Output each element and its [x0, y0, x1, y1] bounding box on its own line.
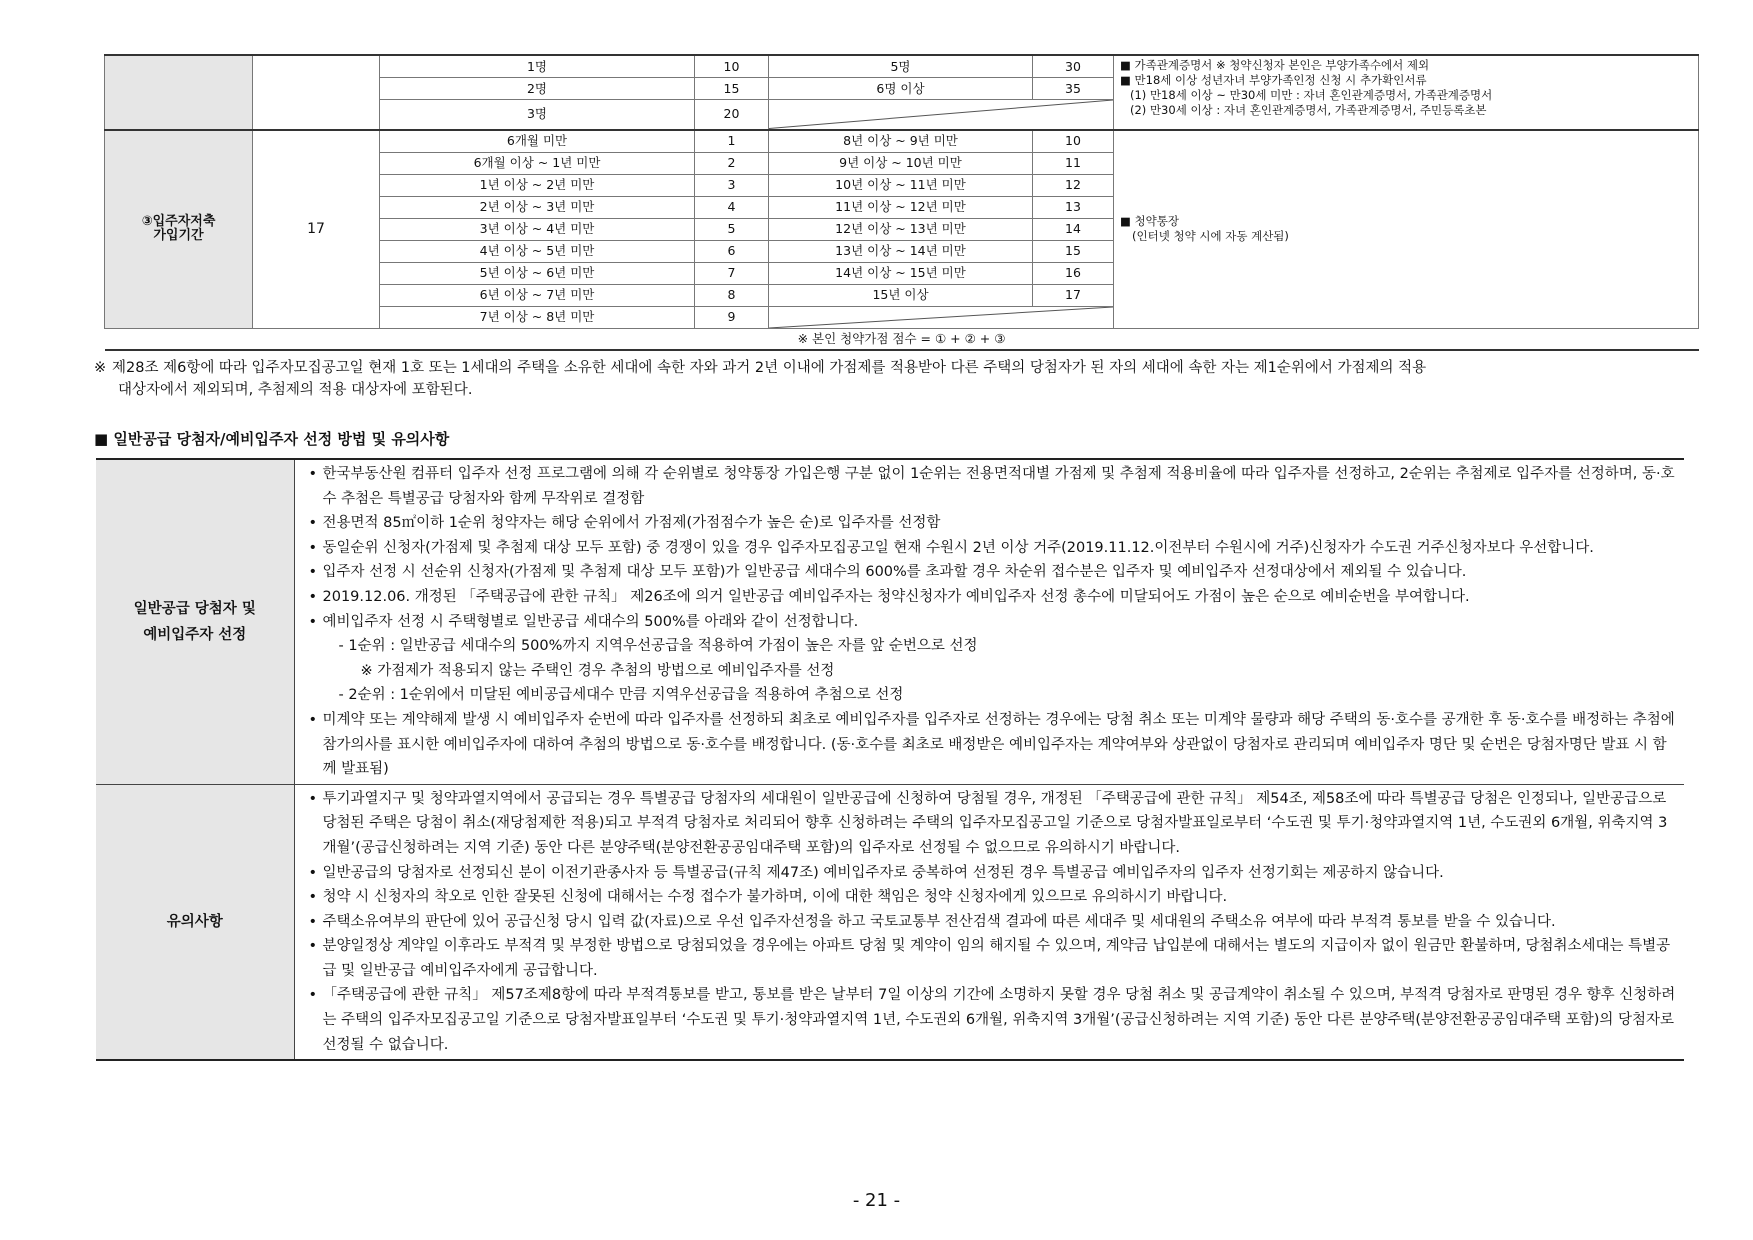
score-table [104, 54, 1699, 351]
family-left-label: 2명 [380, 78, 695, 100]
bullet-icon: • [308, 889, 318, 906]
sub-item: - 2순위 : 1순위에서 미달된 예비공급세대수 만큼 지역우선공급을 적용하여 추첨으로 선정 [338, 687, 904, 704]
family-max-cell [253, 55, 380, 130]
sub-right-label: 10년 이상 ~ 11년 미만 [769, 174, 1033, 196]
family-empty-diagonal [769, 100, 1114, 130]
list-item-text: 주택소유여부의 판단에 있어 공급신청 당시 입력 값(자료)으로 우선 입주자선정을 하고 국토교통부 전산검색 결과에 따른 세대주 및 세대원의 주택소유 여부에 따라 부적격 통보를 받을 수 있습니다. [322, 913, 1556, 930]
sub-left-score: 8 [695, 284, 769, 306]
sub-left-score: 1 [695, 130, 769, 153]
section-title: ■ 일반공급 당첨자/예비입주자 선정 방법 및 유의사항 [94, 430, 450, 448]
list-item [303, 610, 1677, 635]
sub-right-score: 15 [1033, 240, 1114, 262]
page-number: - 21 - [852, 1190, 901, 1211]
bullet-icon: • [308, 790, 318, 807]
sub-left-score: 6 [695, 240, 769, 262]
list-item-text: 「주택공급에 관한 규칙」 제57조제8항에 따라 부적격통보를 받고, 통보를 받은 날부터 7일 이상의 기간에 소명하지 못할 경우 당첨 취소 및 공급계약이 취소될 수 있으며, 부적격 당첨자로 판명된 경우 향후 신청하려는 주택의 입주자모집공고일 기준으로 당첨자발표일부터 ‘수도권 및 투기·청약과열지역 1년, 수도권외 6개월, 위축지역 3개월’(공급신청하려는 지역 기준) 동안 다른 분양주택(분양전환공공임대주택 포함)의 당첨자로 선정될 수 없습니다. [322, 987, 1676, 1053]
family-left-score: 20 [695, 100, 769, 130]
bullet-icon: • [308, 864, 318, 881]
sub-left-score: 3 [695, 174, 769, 196]
list-item-text: 일반공급의 당첨자로 선정되신 분이 이전기관종사자 등 특별공급(규칙 제47조) 예비입주자로 중복하여 선정된 경우 특별공급 예비입주자의 입주자 선정기회는 제공하지 않습니다. [322, 864, 1444, 881]
family-notes [1114, 55, 1699, 130]
sub-left-score: 9 [695, 306, 769, 328]
caution-body [294, 784, 1684, 1060]
family-left-label: 3명 [380, 100, 695, 130]
family-note: ■ 만18세 이상 성년자녀 부양가족인정 신청 시 추가확인서류 [1120, 73, 1427, 87]
list-item-text: 전용면적 85㎡이하 1순위 청약자는 해당 순위에서 가점제(가점점수가 높은 순)로 입주자를 선정함 [322, 515, 941, 532]
sub-right-score: 14 [1033, 218, 1114, 240]
family-label-cell [105, 55, 253, 130]
caution-row [96, 784, 1684, 1060]
list-item-text: 미계약 또는 계약해제 발생 시 예비입주자 순번에 따라 입주자를 선정하되 최초로 예비입주자를 입주자로 선정하는 경우에는 당첨 취소 또는 미계약 물량과 해당 주택의 동·호수를 공개한 후 동·호수를 배정하는 추첨에 참가의사를 표시한 예비입주자에 대하여 추첨의 방법으로 동·호수를 배정합니다. (동·호수를 최초로 배정받은 예비입주자는 계약여부와 상관없이 당첨자로 관리되며 예비입주자 명단 및 순번은 당첨자명단 발표 시 함께 발표됨) [322, 711, 1675, 778]
family-note: ■ 가족관계증명서 ※ 청약신청자 본인은 부양가족수에서 제외 [1120, 58, 1430, 72]
sub-note: ※ 가점제가 적용되지 않는 주택인 경우 추첨의 방법으로 예비입주자를 선정 [360, 662, 835, 679]
family-row [105, 55, 1699, 78]
sub-right-label: 11년 이상 ~ 12년 미만 [769, 196, 1033, 218]
list-item [303, 983, 1677, 1057]
list-item [303, 708, 1677, 782]
sub-right-score: 11 [1033, 152, 1114, 174]
list-item [303, 511, 1677, 536]
sub-right-score: 10 [1033, 130, 1114, 153]
family-right-score: 35 [1033, 78, 1114, 100]
sub-left-score: 5 [695, 218, 769, 240]
info-table [96, 458, 1684, 1061]
sub-left-score: 2 [695, 152, 769, 174]
list-item [303, 885, 1677, 910]
footnote [94, 357, 1704, 401]
family-left-score: 10 [695, 55, 769, 78]
selection-label [96, 459, 294, 784]
subscription-label-line: ③입주자저축 [141, 214, 216, 229]
list-item [303, 585, 1677, 610]
bullet-icon: • [308, 613, 318, 630]
sub-left-label: 7년 이상 ~ 8년 미만 [380, 306, 695, 328]
list-item-text: 청약 시 신청자의 착오로 인한 잘못된 신청에 대해서는 수정 접수가 불가하며, 이에 대한 책임은 청약 신청자에게 있으므로 유의하시기 바랍니다. [322, 889, 1228, 906]
sub-right-label: 14년 이상 ~ 15년 미만 [769, 262, 1033, 284]
sub-right-label: 9년 이상 ~ 10년 미만 [769, 152, 1033, 174]
sub-right-label: 12년 이상 ~ 13년 미만 [769, 218, 1033, 240]
subscription-note: (인터넷 청약 시에 자동 계산됨) [1132, 229, 1289, 243]
bullet-icon: • [308, 987, 318, 1004]
footnote-line: 대상자에서 제외되며, 추첨제의 적용 대상자에 포함된다. [118, 382, 473, 398]
bullet-icon: • [308, 711, 318, 728]
sub-left-label: 3년 이상 ~ 4년 미만 [380, 218, 695, 240]
sub-left-score: 7 [695, 262, 769, 284]
bullet-icon: • [308, 539, 318, 556]
list-item [303, 861, 1677, 886]
footnote-line: 제28조 제6항에 따라 입주자모집공고일 현재 1호 또는 1세대의 주택을 소유한 세대에 속한 자와 과거 2년 이내에 가점제를 적용받아 다른 주택의 당첨자가 된 자의 세대에 속한 자는 제1순위에서 가점제의 적용 [112, 360, 1427, 376]
family-note: (1) 만18세 이상 ~ 만30세 미만 : 자녀 혼인관계증명서, 가족관계증명서 [1130, 88, 1493, 102]
sub-left-label: 5년 이상 ~ 6년 미만 [380, 262, 695, 284]
list-item-text: 투기과열지구 및 청약과열지역에서 공급되는 경우 특별공급 당첨자의 세대원이 일반공급에 신청하여 당첨될 경우, 개정된 「주택공급에 관한 규칙」 제54조, 제58조에 따라 특별공급 당첨은 인정되나, 일반공급으로 당첨된 주택은 당첨이 취소(재당첨제한 적용)되고 부적격 당첨자로 처리되어 향후 신청하려는 주택의 입주자모집공고일 기준으로 당첨자발표일로부터 ‘수도권 및 투기·청약과열지역 1년, 수도권외 6개월, 위축지역 3개월’(공급신청하려는 지역 기준) 동안 다른 분양주택(분양전환공공임대주택 포함)의 입주자로 선정될 수 없으므로 유의하시기 바랍니다. [322, 790, 1668, 856]
bullet-icon: • [308, 588, 318, 605]
sub-right-label: 13년 이상 ~ 14년 미만 [769, 240, 1033, 262]
list-item [303, 934, 1677, 983]
list-item [303, 560, 1677, 585]
selection-body [294, 459, 1684, 784]
sub-right-score: 13 [1033, 196, 1114, 218]
family-note: (2) 만30세 이상 : 자녀 혼인관계증명서, 가족관계증명서, 주민등록초본 [1130, 103, 1487, 117]
selection-label-line: 일반공급 당첨자 및 [133, 600, 256, 617]
bullet-icon: • [308, 515, 318, 532]
sub-left-label: 6개월 이상 ~ 1년 미만 [380, 152, 695, 174]
subscription-empty-diagonal [769, 306, 1114, 328]
sub-right-label: 15년 이상 [769, 284, 1033, 306]
bullet-icon: • [308, 913, 318, 930]
list-item [303, 787, 1677, 861]
list-item [303, 462, 1677, 511]
sub-left-label: 6개월 미만 [380, 130, 695, 153]
selection-label-line: 예비입주자 선정 [143, 626, 247, 643]
sub-left-score: 4 [695, 196, 769, 218]
family-right-label: 5명 [769, 55, 1033, 78]
sub-right-score: 16 [1033, 262, 1114, 284]
list-item-text: 입주자 선정 시 선순위 신청자(가점제 및 추첨제 대상 모두 포함)가 일반공급 세대수의 600%를 초과할 경우 차순위 접수분은 입주자 및 예비입주자 선정대상에서 제외될 수 있습니다. [322, 564, 1467, 581]
sub-right-score: 12 [1033, 174, 1114, 196]
bullet-icon: • [308, 564, 318, 581]
sub-right-label: 8년 이상 ~ 9년 미만 [769, 130, 1033, 153]
footnote-mark: ※ [94, 360, 107, 376]
list-item-text: 2019.12.06. 개정된 「주택공급에 관한 규칙」 제26조에 의거 일반공급 예비입주자는 청약신청자가 예비입주자 선정 총수에 미달되어도 가점이 높은 순으로 예비순번을 부여합니다. [322, 588, 1470, 605]
list-item-text: 분양일정상 계약일 이후라도 부적격 및 부정한 방법으로 당첨되었을 경우에는 아파트 당첨 및 계약이 임의 해지될 수 있으며, 계약금 납입분에 대해서는 별도의 지급이자 없이 원금만 환불하며, 당첨취소세대는 특별공급 및 일반공급 예비입주자에게 공급합니다. [322, 938, 1671, 979]
subscription-note: ■ 청약통장 [1120, 214, 1179, 228]
sum-note: ※ 본인 청약가점 점수 = ① + ② + ③ [105, 328, 1699, 350]
caution-label: 유의사항 [96, 784, 294, 1060]
list-item-text: 동일순위 신청자(가점제 및 추첨제 대상 모두 포함) 중 경쟁이 있을 경우 입주자모집공고일 현재 수원시 2년 이상 거주(2019.11.12.이전부터 수원시에 거주)신청자가 수도권 거주신청자보다 우선합니다. [322, 539, 1594, 556]
subscription-label-line: 가입기간 [153, 228, 204, 243]
sum-row [105, 328, 1699, 350]
list-item-text: 한국부동산원 컴퓨터 입주자 선정 프로그램에 의해 각 순위별로 청약통장 가입은행 구분 없이 1순위는 전용면적대별 가점제 및 추첨제 적용비율에 따라 입주자를 선정하고, 2순위는 추첨제로 입주자를 선정하며, 동·호수 추첨은 특별공급 당첨자와 함께 무작위로 결정함 [322, 466, 1675, 507]
sub-left-label: 4년 이상 ~ 5년 미만 [380, 240, 695, 262]
sub-right-score: 17 [1033, 284, 1114, 306]
family-left-score: 15 [695, 78, 769, 100]
sub-left-label: 1년 이상 ~ 2년 미만 [380, 174, 695, 196]
family-right-label: 6명 이상 [769, 78, 1033, 100]
list-item-text: 예비입주자 선정 시 주택형별로 일반공급 세대수의 500%를 아래와 같이 선정합니다. [322, 613, 859, 630]
selection-row [96, 459, 1684, 784]
family-right-score: 30 [1033, 55, 1114, 78]
bullet-icon: • [308, 938, 318, 955]
sub-item: - 1순위 : 일반공급 세대수의 500%까지 지역우선공급을 적용하여 가점이 높은 자를 앞 순번으로 선정 [338, 638, 978, 655]
list-item [303, 536, 1677, 561]
subscription-notes [1114, 130, 1699, 329]
subscription-row [105, 130, 1699, 153]
list-item [303, 910, 1677, 935]
subscription-label [105, 130, 253, 329]
family-left-label: 1명 [380, 55, 695, 78]
subscription-max: 17 [253, 130, 380, 329]
sub-left-label: 2년 이상 ~ 3년 미만 [380, 196, 695, 218]
sub-left-label: 6년 이상 ~ 7년 미만 [380, 284, 695, 306]
bullet-icon: • [308, 466, 318, 482]
